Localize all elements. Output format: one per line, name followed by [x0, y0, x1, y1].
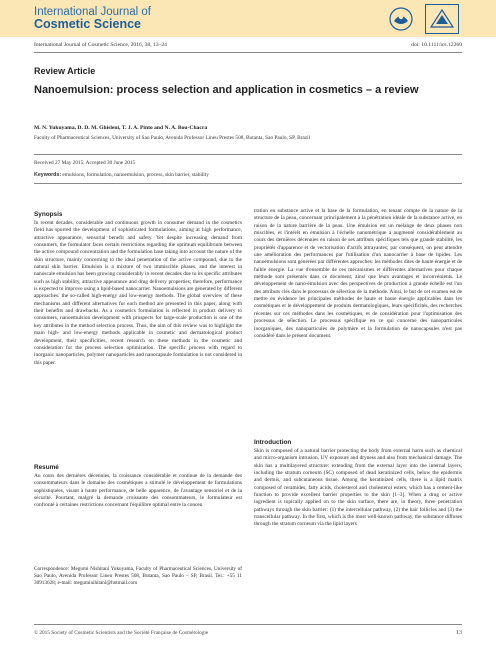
page-number: 13	[456, 630, 462, 636]
resume-continued	[254, 208, 462, 436]
page-footer	[34, 630, 462, 636]
copyright-text: © 2015 Society of Cosmetic Scientists and the Société Française de Cosmétologie	[34, 630, 209, 636]
footer-rule	[34, 624, 462, 625]
society-logo-icon	[380, 5, 422, 33]
author-list: M. N. Yukuyama, D. D. M. Ghisleni, T. J. A. Pinto and N. A. Bou-Chacra	[34, 125, 208, 131]
resume-section	[34, 463, 242, 563]
doi-link[interactable]: doi: 10.1111/ics.12260	[411, 42, 462, 48]
keywords-text: emulsions, formulation, nanoemulsion, process, skin barrier, stability	[62, 172, 209, 178]
synopsis-heading: Synopsis	[34, 211, 63, 218]
meta-rule-top	[34, 154, 462, 155]
resume-heading: Resumé	[34, 464, 59, 471]
resume-text: Au cours des dernières décennies, la croissance considérable et continue de la demande des consommateurs dans le domaine des cosmétiques a stimulé le développement de formulations sophistiquées, visant à haute performance, de belle apparence, de l'avantage sensoriel et de la sécurité. Pourtant, malgré la demande croissante des consommateurs, le formulateur est confronté à certaines restrictions concernant l'équilibre optimal entre la concen	[34, 473, 242, 509]
keywords-label: Keywords:	[34, 172, 62, 178]
received-dates: Received 27 May 2015, Accepted 30 June 2015	[34, 160, 136, 166]
meta-rule-bottom	[34, 183, 462, 184]
affiliation: Faculty of Pharmaceutical Sciences, University of Sao Paulo, Avenida Professor Lineu Prestes 508, Butanta, Sao Paulo, SP, Brazil	[34, 135, 311, 141]
journal-title-line1: International Journal of	[34, 6, 151, 18]
correspondence-note	[34, 566, 242, 610]
correspondence-text: Correspondence: Megumi Nishitani Yukuyama, Faculty of Pharmaceutical Sciences, University of Sao Paulo, Avenida Professor Lineu Prestes 508, Butanta, Sao Paulo – SP, Brasil. Tel.: +55 11 30913628; e-mail: meguminihitani@hotmail.com	[34, 566, 242, 587]
introduction-text: Skin is composed of a natural barrier protecting the body from external harm such as chemical and micro-organism intrusion, UV exposure and dryness and also from mechanical damage. The skin has a multilayered structure: extending from the external layer into the internal layers, including the stratum corneum (SC) composed of dead keratinized cells, below the epidermis and dermis, and subcutaneous tissue. Among the keratinized cells, there is a lipid matrix composed of ceramides, fatty acids, cholesterol and cholesterol esters, which has a cement-like function to provide excellent barrier properties to the skin [1–3]. When a drug or active ingredient is topically applied on to the skin surface, there are, in theory, three penetration pathways through the skin barrier: (1) the intercellular pathway, (2) the hair follicles and (3) the transcellular pathway. In the first, which is the most well-known pathway, the substance diffuses through the stratum corneum via the lipid layers	[254, 448, 462, 528]
resume-continued-text: tration en substance active et la base de la formulation, en tenant compte de la nature de la structure de la peau, concernant principalement à la pénétration idéale de la substance active, en raison de la nature barrière de la peau. Une émulsion est un mélange de deux phases non miscibles, et l'intérêt en émulsion à l'échelle nanométrique a augmenté considérablement au cours des dernières décennies en raison de ses attributs spécifiques tels que grande stabilité, les propriétés d'apparence et de vectorisation d'actifs attrayantes; par conséquent, on peut attendre une amélioration des performances par l'utilisation d'un nanocarrier à base de lipides. Les nanoémulsions sont générées par différentes approches: les méthodes dites de haute énergie et de faible énergie. La vue d'ensemble de ces mécanismes et différentes alternatives pour chaque méthode sont présentés dans ce document, ainsi que leurs avantages et inconvénients. Le développement de nano-émulsion avec des perspectives de production à grande échelle est l'un des attributs clés dans le processus de sélection de la méthode. Ainsi, le but de cet examen est de mettre en évidence les principales méthodes de haute et basse énergie applicables dans les cosmétiques et le développement de produits dermatologiques, leurs spécificités, des recherches récentes sur ces méthodes dans les cosmétiques, et de considération pour l'optimisation des processus de sélection. Le processus spécifique en ce qui concerne des nanoparticules inorganiques, des nanoparticules de polymère et la formulation de nanocapsules n'est pas considéré dans le présent document.	[254, 208, 462, 339]
citation-line	[34, 42, 462, 48]
journal-title-line2: Cosmetic Science	[34, 17, 141, 31]
article-type: Review Article	[34, 66, 96, 76]
journal-title[interactable]	[34, 6, 151, 30]
synopsis-section	[34, 210, 242, 462]
header-rule	[34, 52, 462, 53]
introduction-section	[254, 438, 462, 616]
article-title: Nanoemulsion: process selection and application in cosmetics – a review	[34, 84, 419, 96]
introduction-heading: Introduction	[254, 439, 292, 446]
synopsis-text: In recent decades, considerable and continuous growth in consumer demand in the cosmetics field has spurred the development of sophisticated formulations, aiming at high performance, attractive appearance, sensorial benefit and safety. Yet despite increasing demand from consumers, the formulator faces certain restrictions regarding the optimum equilibrium between the active compound concentration and the formulation base taking into account the nature of the skin structure, mainly concerning to the ideal penetration of the active compound, due to the natural skin barrier. Emulsion is a mixture of two immiscible phases, and the interest in nanoscale emulsion has been growing considerably in recent decades due to its specific attributes such as high stability, attractive appearance and drug delivery properties; therefore, performance is expected to improve using a lipid-based nanocarrier. Nanoemulsions are generated by different approaches: the so-called high-energy and low-energy methods. The global overview of these mechanisms and different alternatives for each method are presented in this paper, along with their benefits and drawbacks. As a cosmetics formulation is reflected in product delivery to consumers, nanoemulsion development with prospects for large-scale production is one of the key attributes in the method selection process. Thus, the aim of this review was to highlight the main high- and low-energy methods applicable in cosmetic and dermatological product development, their specificities, recent research on these methods in the cosmetic and consideration for the process selection optimization. The specific process with regard to inorganic nanoparticles, polymer nanoparticles and nanocapsule formulation is not considered in this paper.	[34, 220, 242, 366]
ifscc-logo-icon	[425, 4, 459, 34]
citation-text: International Journal of Cosmetic Science, 2016, 38, 13–24	[34, 42, 167, 48]
keywords-line	[34, 172, 209, 178]
